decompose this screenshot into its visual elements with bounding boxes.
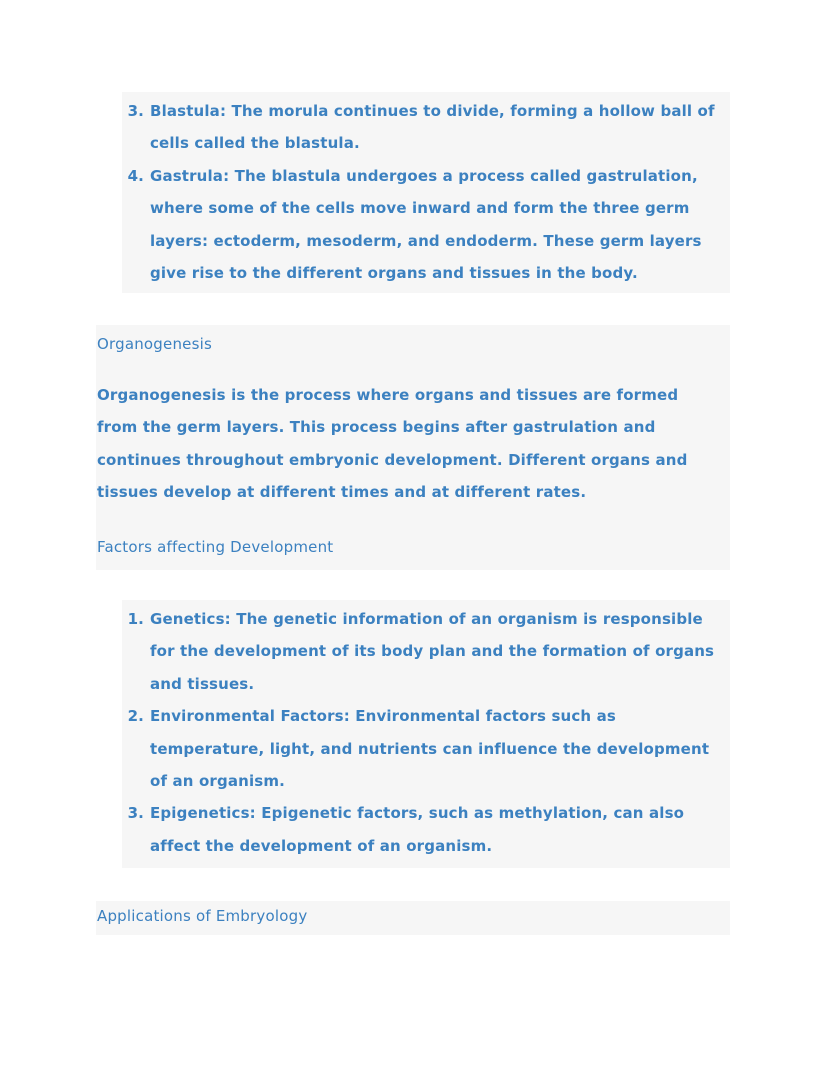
paragraph-organogenesis: Organogenesis is the process where organs and tissues are formed from the germ layers. This process begins after gastrulation and continues throughout embryonic development. Different organs and tissues develop at different times and at different rates.: [97, 386, 688, 502]
list-item: [122, 797, 730, 862]
list-item: [122, 160, 730, 290]
list-item-text: Blastula: The morula continues to divide, forming a hollow ball of cells called the blastula.: [150, 102, 715, 153]
list-marker: 1.: [127, 610, 144, 628]
list-item-text: Genetics: The genetic information of an organism is responsible for the development of its body plan and the formation of organs and tissues.: [150, 610, 715, 693]
list-item: [122, 603, 730, 700]
heading-factors-affecting-development: Factors affecting Development: [97, 538, 334, 556]
list-marker: 3.: [127, 102, 144, 120]
heading-applications-of-embryology: Applications of Embryology: [97, 907, 308, 925]
list-marker: 2.: [127, 707, 144, 726]
list-marker: 4.: [127, 166, 144, 185]
list-item-text: Environmental Factors: Environmental factors such as temperature, light, and nutrients can influence the development of an organism.: [150, 707, 710, 791]
list-item-text: Epigenetics: Epigenetic factors, such as methylation, can also affect the development of an organism.: [150, 804, 685, 855]
factors-list: [122, 603, 730, 862]
heading-organogenesis: Organogenesis: [97, 335, 212, 353]
list-item: [122, 95, 730, 160]
list-marker: 3.: [127, 804, 144, 823]
list-item-text: Gastrula: The blastula undergoes a process called gastrulation, where some of the cells move inward and form the three germ layers: ectoderm, mesoderm, and endoderm. These germ layers give rise to the different organs and tissues in the body.: [150, 166, 702, 283]
developmental-stages-list: [122, 95, 730, 289]
list-item: [122, 700, 730, 797]
